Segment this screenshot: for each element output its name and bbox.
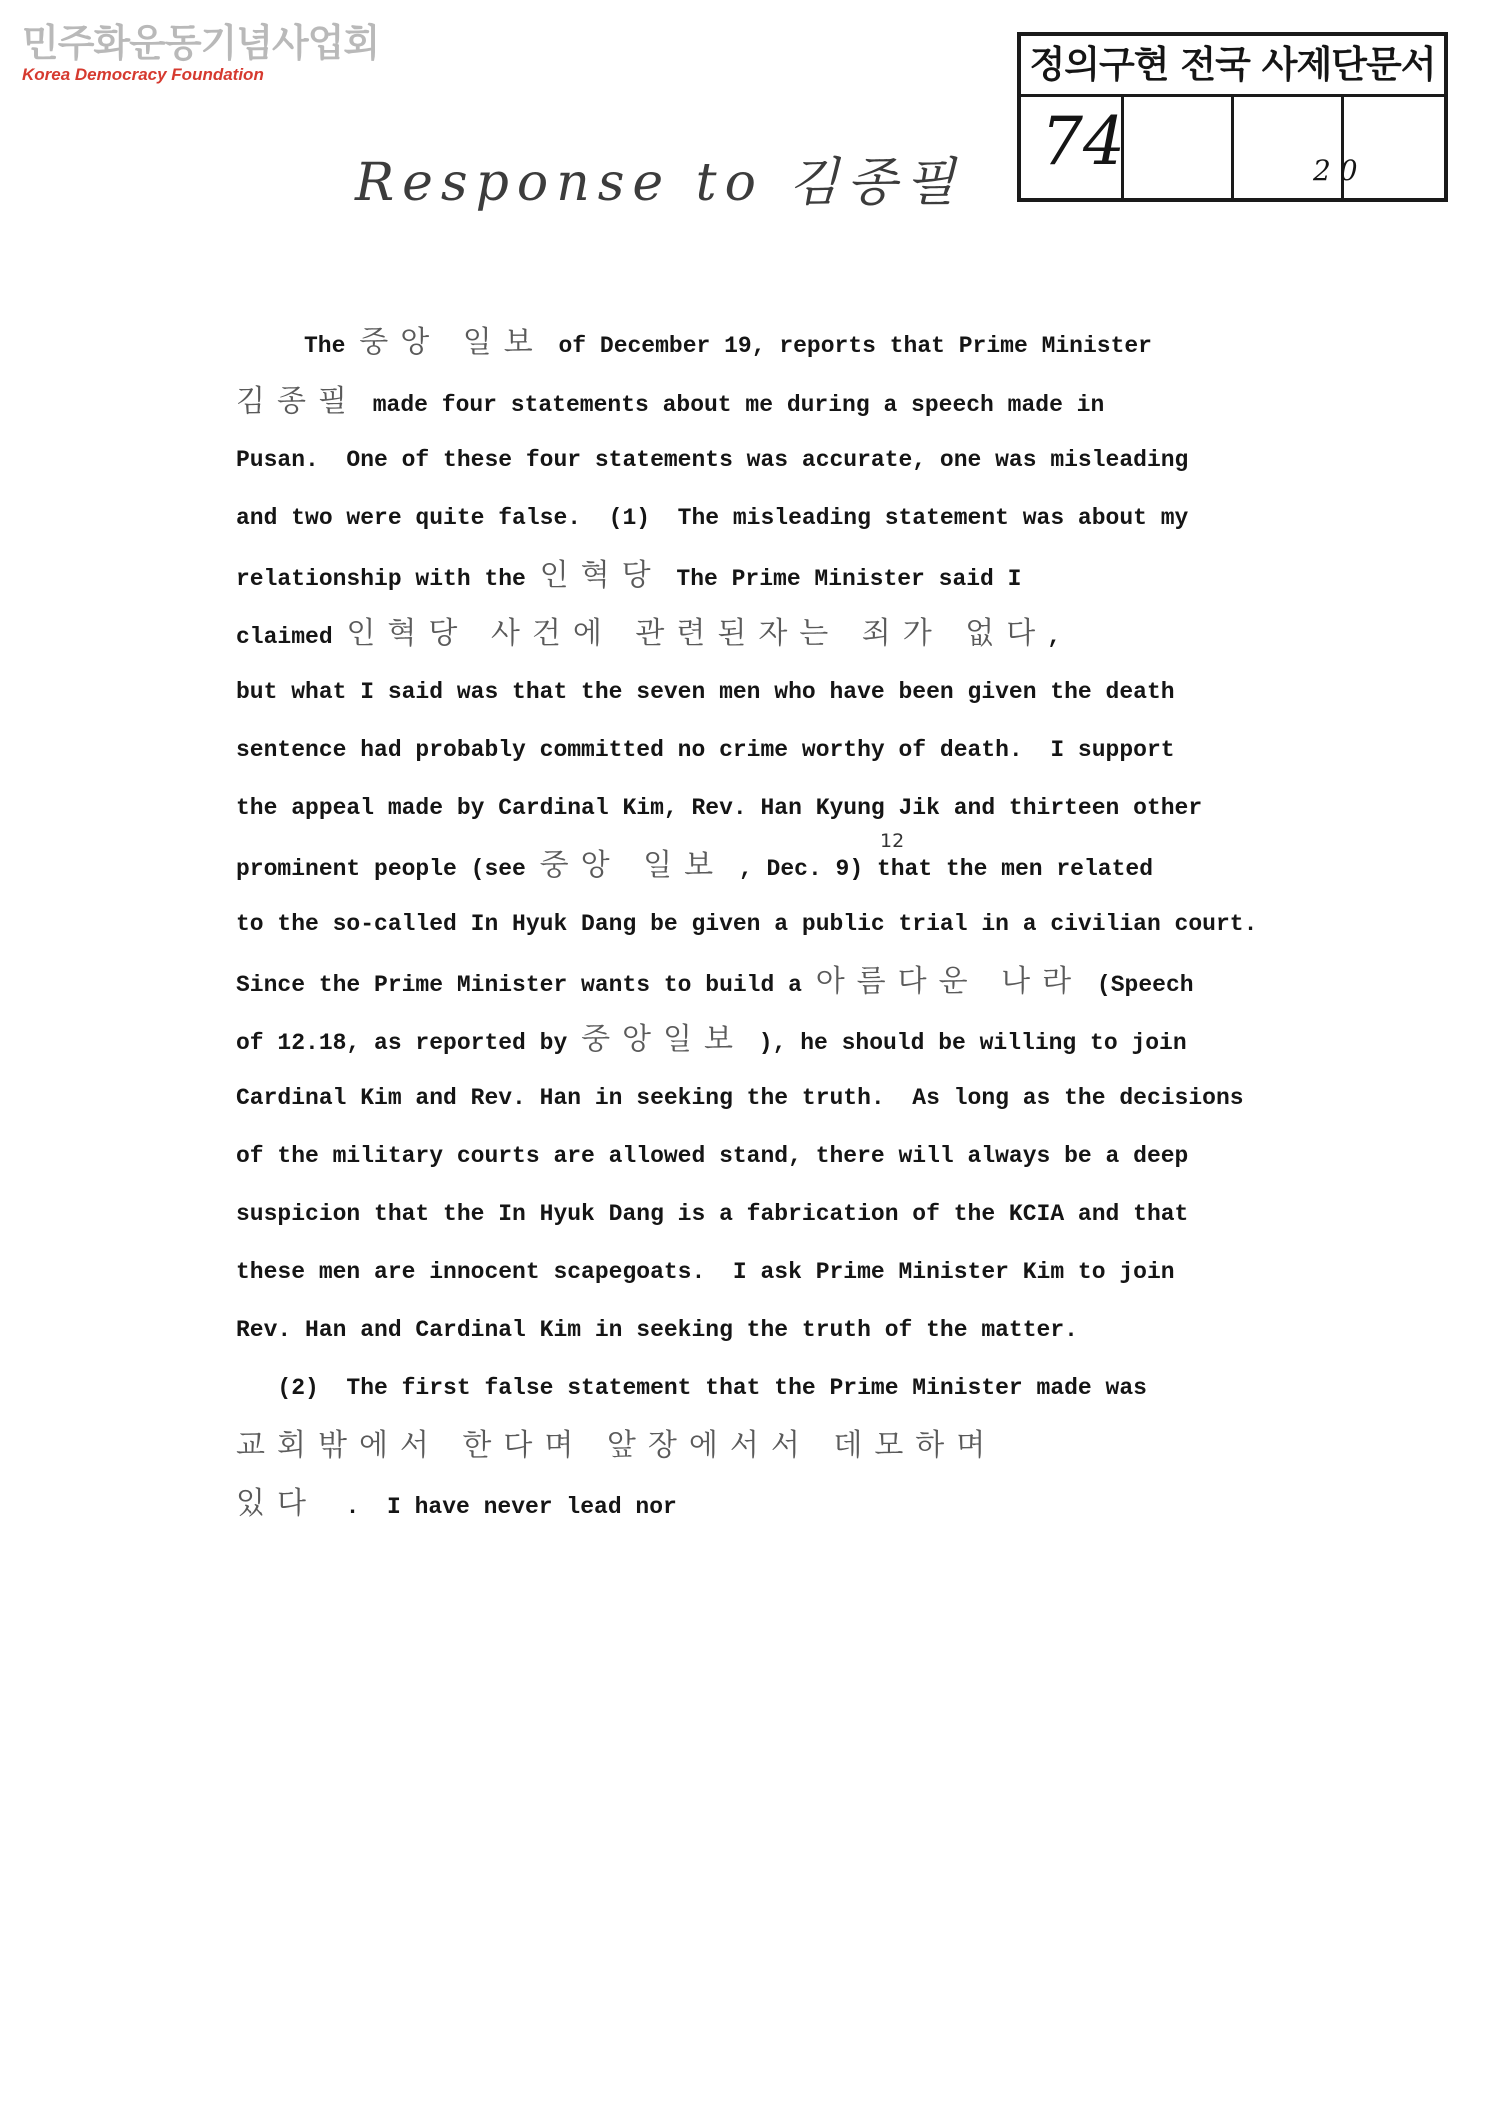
text-line [236,386,1104,421]
text-line [236,1488,677,1523]
typed-text: Since the Prime Minister wants to build a [236,972,816,998]
typed-text: sentence had probably committed no crime worthy of death. I support [236,737,1175,763]
stamp-doc-number: 74 [1041,103,1125,180]
typed-text: of 12.18, as reported by [236,1030,582,1056]
text-line [236,1256,1175,1288]
typed-text: of the military courts are allowed stand, there will always be a deep [236,1143,1189,1169]
typed-text: but what I said was that the seven men who have been given the death [236,679,1175,705]
text-line [236,502,1188,534]
text-line [236,1082,1244,1114]
text-line [236,850,1153,885]
typed-text: The Prime Minister said I [662,566,1022,592]
typed-text: Rev. Han and Cardinal Kim in seeking the truth of the matter. [236,1317,1078,1343]
typed-text: Pusan. One of these four statements was accurate, one was misleading [236,447,1189,473]
text-line [236,618,1061,653]
typed-text: . I have never lead nor [317,1494,677,1520]
typed-text: to the so-called In Hyuk Dang be given a public trial in a civilian court. [236,911,1258,937]
typed-text: ), he should be willing to join [744,1030,1187,1056]
typed-text: (2) The first false statement that the Prime Minister made was [236,1375,1147,1401]
text-line [236,966,1194,1001]
handwritten-korean: 중앙 일보 [539,848,726,883]
typed-text: (Speech [1083,972,1194,998]
text-line [236,908,1257,940]
handwritten-title: Response to 김종필 [355,153,964,213]
foundation-logo [22,22,379,86]
typed-text: relationship with the [236,566,540,592]
archive-stamp [1017,32,1448,202]
handwritten-annotation: 12 [880,830,905,852]
handwritten-korean: 인혁당 [539,558,663,593]
stamp-header: 정의구현 전국 사제단문서 [1021,36,1444,97]
handwritten-korean: 있다 [236,1486,318,1521]
text-line [236,734,1175,766]
text-line [236,1198,1188,1230]
typed-text: prominent people (see [236,856,540,882]
typed-text: these men are innocent scapegoats. I ask Prime Minister Kim to join [236,1259,1175,1285]
stamp-divider [1231,94,1234,198]
typed-text: made four statements about me during a speech made in [358,392,1105,418]
text-line [236,1314,1078,1346]
handwritten-korean: 교회밖에서 한다며 앞장에서서 데모하며 [236,1428,998,1463]
stamp-page-number: 2 0 [1313,154,1358,187]
typed-text: claimed [236,624,347,650]
logo-english-text: Korea Democracy Foundation [22,65,264,84]
typed-text: The [304,333,360,359]
handwritten-korean: 중앙일보 [581,1022,745,1057]
text-line [236,1372,1147,1404]
text-line [236,1024,1187,1059]
typed-text: of December 19, reports that Prime Minister [544,333,1152,359]
logo-korean-text: 민주화운동기념사업회 [22,21,380,65]
handwritten-korean: 인혁당 사건에 관련된자는 죄가 없다 [346,616,1048,651]
handwritten-korean: 김종필 [236,384,359,419]
text-line [236,1430,997,1465]
text-line [236,792,1202,824]
typed-text: , Dec. 9) that the men related [725,856,1153,882]
handwritten-korean: 중앙 일보 [359,325,545,360]
text-line [236,560,1021,595]
typed-text: suspicion that the In Hyuk Dang is a fabrication of the KCIA and that [236,1201,1189,1227]
typed-text: the appeal made by Cardinal Kim, Rev. Han Kyung Jik and thirteen other [236,795,1203,821]
text-line [236,1140,1188,1172]
text-line [236,444,1188,476]
text-line [236,327,1152,362]
typed-text: and two were quite false. (1) The misleading statement was about my [236,505,1189,531]
handwritten-korean: 아름다운 나라 [815,964,1084,999]
typed-text: Cardinal Kim and Rev. Han in seeking the truth. As long as the decisions [236,1085,1244,1111]
text-line [236,676,1175,708]
typed-text: , [1047,624,1062,650]
